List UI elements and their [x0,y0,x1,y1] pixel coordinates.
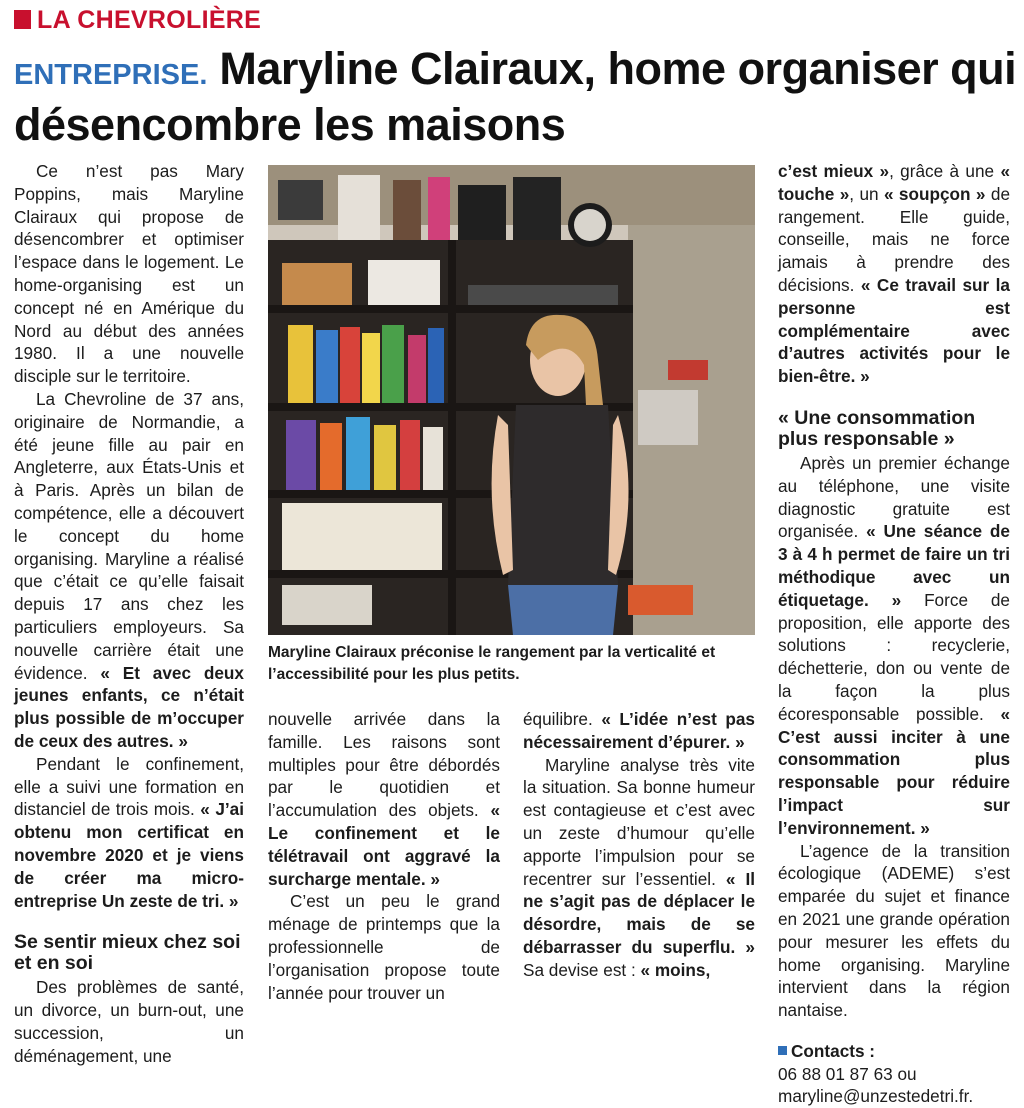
col1-paragraph-1: Ce n’est pas Mary Poppins, mais Maryline Clairaux qui propose de désencombrer et optimiser l’espace dans le logement. Le home-organising est un concept né en Amérique du Nord au début des années 1980. Il a une nouvelle disciple sur le territoire. [14,161,244,387]
headline-tag: ENTREPRISE. [14,59,208,91]
col2-paragraph-1-text: nouvelle arrivée dans la famille. Les raisons sont multiples pour être débordés par le quotidien et l’accumulation des objets. [268,709,500,821]
col3-quote-1: « L’idée n’est pas nécessairement d’épurer. » [523,709,755,752]
article-photo [268,165,755,635]
photo-caption: Maryline Clairaux préconise le rangement par la verticalité et l’accessibilité pour les plus petits. [268,644,716,683]
col3-paragraph-2 [523,754,755,982]
photo-illustration [268,165,755,635]
col3-paragraph-1 [523,708,755,754]
col4-paragraph-2 [778,452,1010,840]
contacts-label-text: Contacts : [791,1040,876,1061]
col4-text-3: de rangement. Elle guide, conseille, mais ne force jamais à prendre des décisions. [778,183,1011,295]
col3-quote-2: « Il ne s’agit pas de déplacer le désordre, mais de se débarrasser du superflu. » [523,868,755,957]
col1-paragraph-3-text: Pendant le confinement, elle a suivi une formation en distanciel de trois mois. [14,753,244,820]
col1-paragraph-4: Des problèmes de santé, un divorce, un burn-out, une succession, un déménagement, une [14,977,244,1066]
col2-quote-1: « Le confinement et le télétravail ont aggravé la surcharge mentale. » [268,800,501,889]
col3-motto-intro: Sa devise est : [523,959,636,980]
col1-quote-1: « Et avec deux jeunes enfants, ce n’était plus possible de m’occuper de ceux des autres. » [14,662,244,751]
col4-paragraph-1 [778,160,1010,388]
col4-subheading: « Une consommation plus responsable » [778,406,976,450]
col1-paragraph-3 [14,753,244,913]
col3-quote-3: « moins, [640,959,711,980]
col4-quote-1: c’est mieux » [778,161,890,181]
col4-text-2: , un [849,183,879,204]
col2-paragraph-2: C’est un peu le grand ménage de printemps que la professionnelle de l’organisation propose toute l’année pour trouver un [268,891,500,1003]
column-4 [778,160,1010,1108]
col4-quote-4: « Ce travail sur la personne est complémentaire avec d’autres activités pour le bien-être. » [778,274,1010,387]
col4-paragraph-2-text: Après un premier échange au téléphone, une visite diagnostic gratuite est organisée. [778,452,1010,542]
col4-quote-6: « C’est aussi inciter à une consommation plus responsable pour réduire l’impact sur l’environnement. » [778,703,1010,838]
col1-paragraph-2-text: La Chevroline de 37 ans, originaire de Normandie, a été jeune fille au pair en Angleterre, aux États-Unis et à Paris. Après un bilan de compétence, elle a découvert le concept du home organising. Maryline a réalisé que c’était ce qu’elle faisait depuis 17 ans chez les particuliers employeurs. Sa nouvelle carrière était une évidence. [14,388,244,683]
column-2 [268,708,500,1004]
col3-paragraph-2-text: Maryline analyse très vite la situation. Sa bonne humeur est contagieuse et c’est avec un zeste d’humour qu’elle apporte l’impulsion pour se recentrer sur l’essentiel. [523,754,755,889]
contacts-label [778,1040,1010,1063]
headline-title: Maryline Clairaux, home organiser qui désencombre les maisons [14,43,1017,150]
column-1 [14,160,244,1067]
col4-paragraph-3: L’agence de la transition écologique (ADEME) s’est emparée du sujet et finance en 2021 une grande opération pour mesurer les effets du home organising. Maryline intervient dans la région nantaise. [778,840,1010,1021]
col1-quote-2: « J’ai obtenu mon certificat en novembre 2020 et je viens de créer ma micro-entreprise Un zeste de tri. » [14,799,244,911]
col4-quote-5: « Une séance de 3 à 4 h permet de faire un tri méthodique avec un étiquetage. » [778,521,1010,610]
headline [14,44,1019,150]
contact-phone: 06 88 01 87 63 ou [778,1063,917,1084]
col1-subheading: Se sentir mieux chez soi et en soi [14,931,241,975]
col4-quote-2: « touche » [778,161,1010,204]
col2-paragraph-1 [268,708,500,890]
kicker-text: LA CHEVROLIÈRE [37,6,262,34]
contacts-square-icon [778,1046,787,1055]
contact-email: maryline@unzestedetri.fr. [778,1086,974,1107]
section-kicker [14,6,261,35]
kicker-square-icon [14,10,31,29]
col3-paragraph-1-text: équilibre. [523,709,593,729]
column-3 [523,708,755,982]
col4-quote-3: « soupçon » [883,183,986,204]
col1-paragraph-2 [14,388,244,753]
col4-text-4: Force de proposition, elle apporte des solutions : recyclerie, déchetterie, don ou vente de la façon la plus écoresponsable possible. [778,589,1010,724]
col4-text-1: , grâce à une [889,161,995,181]
